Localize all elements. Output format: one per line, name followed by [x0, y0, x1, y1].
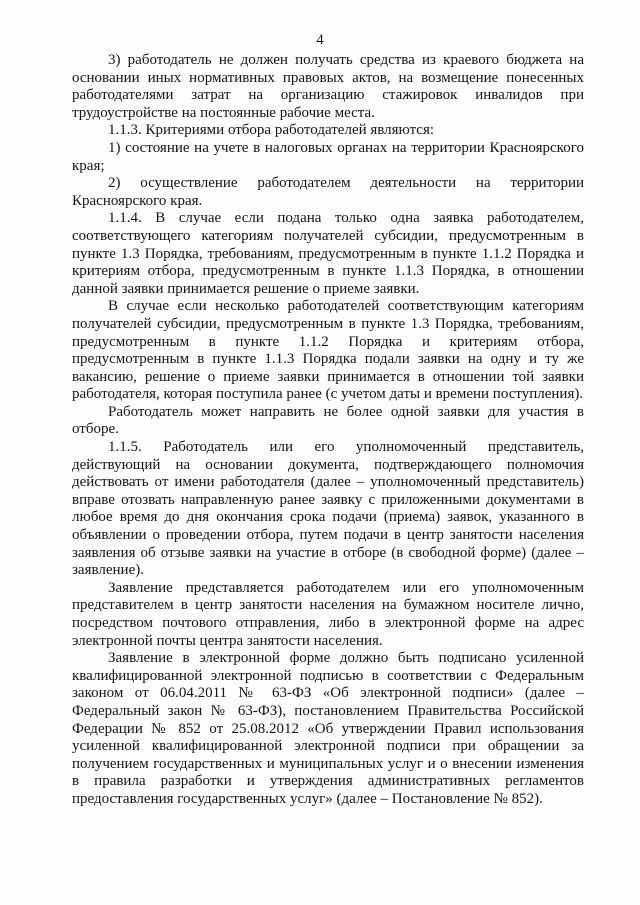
paragraph-criterion-1: 1) состояние на учете в налоговых органах на территории Красноярского края;: [72, 139, 584, 174]
paragraph-criterion-2: 2) осуществление работодателем деятельности на территории Красноярского края.: [72, 175, 584, 209]
paragraph-one-application: Работодатель может направить не более одной заявки для участия в отборе.: [72, 403, 584, 438]
paragraph-1-1-5: 1.1.5. Работодатель или его уполномоченный представитель, действующий на основании документа, подтверждающего полномочия действовать от имени работодателя (далее – уполномоченный представитель) вправе отозвать направленную ранее заявку с приложенными документами в любое время до дня окончания срока подачи (приема) заявок, указанного в объявлении о проведении отбора, путем подачи в центр занятости населения заявления об отзыве заявки на участие в отборе (в свободной форме) (далее – заявление).: [72, 439, 584, 579]
paragraph-electronic-statement: Заявление в электронной форме должно быть подписано усиленной квалифицированной электронной подписью в соответствии с Федеральным законом от 06.04.2011 № 63-ФЗ «Об электронной подписи» (далее – Федеральный закон № 63-ФЗ), постановлением Правительства Российской Федерации № 852 от 25.08.2012 «Об утверждении Правил использования усиленной квалифицированной электронной подписи при обращении за получением государственных и муниципальных услуг и о внесении изменения в правила разработки и утверждения административных регламентов предоставления государственных услуг» (далее – Постановление № 852).: [72, 650, 584, 807]
paragraph-statement-submission: Заявление представляется работодателем или его уполномоченным представителем в центр занятости населения на бумажном носителе лично, посредством почтового отправления, либо в электронной форме на адрес электронной почты центра занятости населения.: [72, 579, 584, 649]
document-body: [72, 52, 584, 809]
paragraph-1-1-3-heading: 1.1.3. Критериями отбора работодателей являются:: [108, 122, 435, 139]
paragraph-clause-3: 3) работодатель не должен получать средства из краевого бюджета на основании иных нормативных правовых актов, на возмещение понесенных работодателями затрат на организацию стажировок инвалидов при трудоустройстве на постоянные рабочие места.: [72, 52, 584, 121]
paragraph-multiple-employers: В случае если несколько работодателей соответствующим категориям получателей субсидии, предусмотренным в пункте 1.3 Порядка, требованиям, предусмотренным в пункте 1.1.2 Порядка и критериям отбора, предусмотренным в пункте 1.1.3 Порядка подали заявки на одну и ту же вакансию, решение о приеме заявки принимается в отношении той заявки работодателя, которая поступила ранее (с учетом даты и времени поступления).: [72, 298, 584, 403]
paragraph-1-1-4: 1.1.4. В случае если подана только одна заявка работодателем, соответствующего категориям получателей субсидии, предусмотренным в пункте 1.3 Порядка, требованиям, предусмотренным в пункте 1.1.2 Порядка и критериям отбора, предусмотренным в пункте 1.1.3 Порядка, в отношении данной заявки принимается решение о приеме заявки.: [72, 210, 584, 297]
page-number: 4: [316, 32, 324, 48]
